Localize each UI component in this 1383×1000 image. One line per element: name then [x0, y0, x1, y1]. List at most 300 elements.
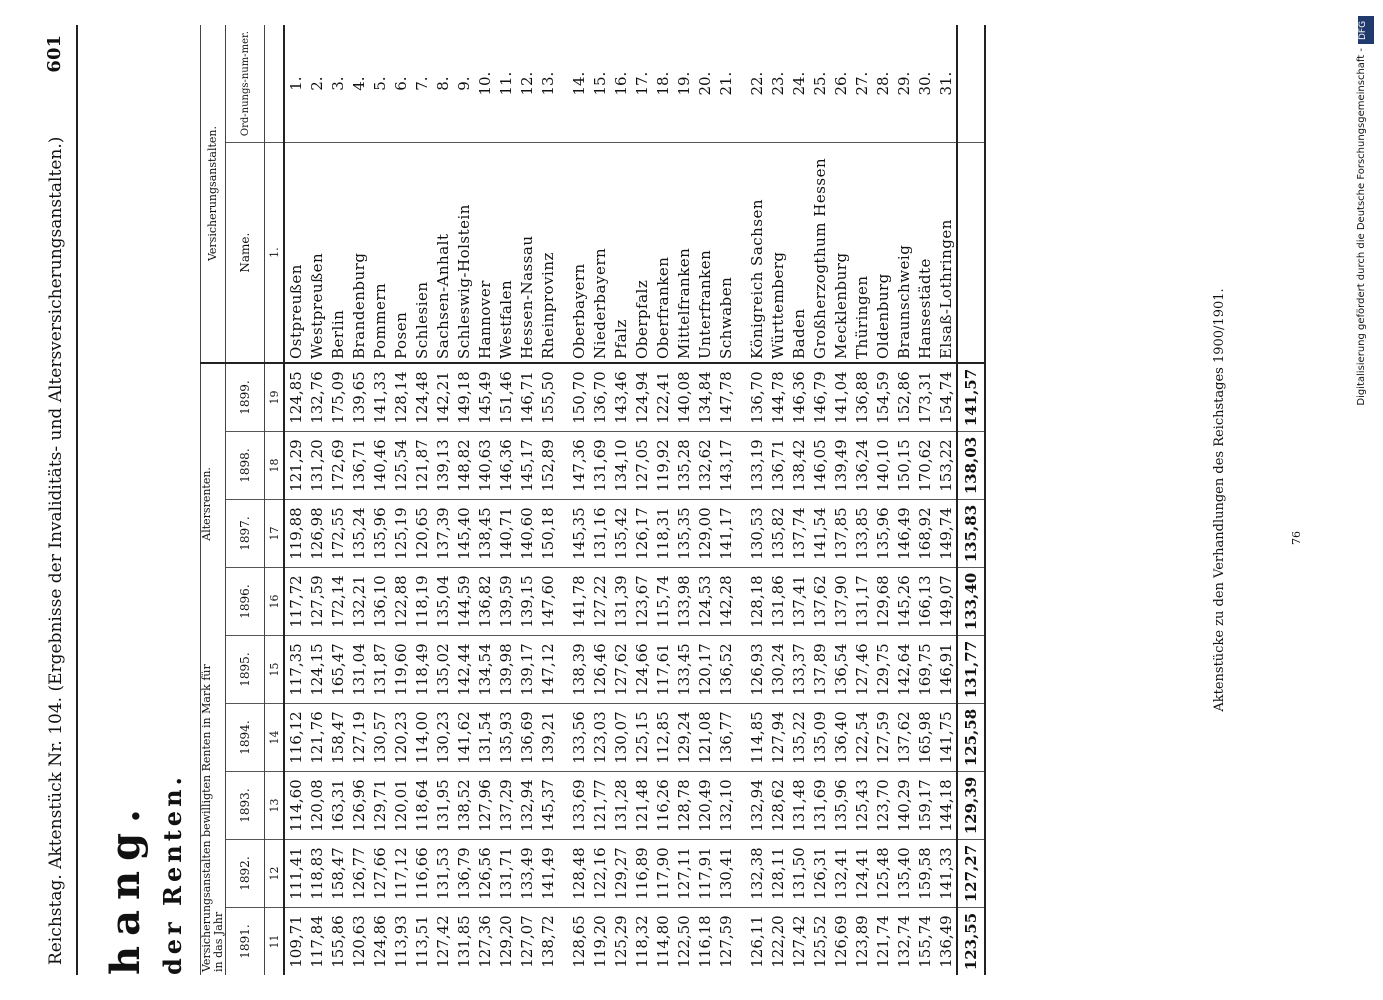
value-cell: 125,19: [390, 500, 411, 568]
value-cell: 147,36: [568, 432, 589, 500]
value-cell: 135,42: [610, 500, 631, 568]
institution-name: Pfalz: [610, 143, 631, 363]
value-cell: 120,65: [411, 500, 432, 568]
value-cell: 123,67: [631, 568, 652, 636]
column-number: 13: [265, 772, 285, 840]
year-header: 1896.: [226, 568, 265, 636]
value-cell: 133,49: [516, 840, 537, 908]
value-cell: 165,98: [914, 704, 935, 772]
value-cell: 128,62: [767, 772, 788, 840]
gap-cell: [558, 143, 568, 363]
total-cell: 125,58: [957, 704, 985, 772]
value-cell: 118,32: [632, 915, 651, 968]
ordnungsnummer: 6.: [390, 25, 411, 143]
institution-name: Posen: [390, 143, 411, 363]
value-cell: 116,89: [631, 840, 652, 908]
value-cell: 132,21: [348, 568, 369, 636]
value-cell: 140,63: [474, 432, 495, 500]
year-header: 1892.: [226, 840, 265, 908]
value-cell: 139,15: [516, 568, 537, 636]
value-cell: 131,50: [788, 840, 809, 908]
ordnungsnummer: 25.: [809, 25, 830, 143]
name-header: Name.: [226, 143, 265, 363]
value-cell: 118,19: [411, 568, 432, 636]
value-cell: 131,17: [851, 568, 872, 636]
column-number: 17: [265, 500, 285, 568]
value-cell: 145,17: [516, 432, 537, 500]
value-cell: 120,17: [694, 636, 715, 704]
institution-name: Ostpreußen: [284, 143, 306, 363]
table-row: [348, 25, 369, 975]
gap-cell: [558, 908, 568, 975]
year-header: 1898.: [226, 432, 265, 500]
table-row: [369, 25, 390, 975]
gap-cell: [736, 363, 746, 432]
value-cell: 126,31: [809, 840, 830, 908]
ordnungsnummer: 22.: [746, 25, 767, 143]
ordnungsnummer: 24.: [788, 25, 809, 143]
value-cell: 123,03: [589, 704, 610, 772]
total-cell: 133,40: [957, 568, 985, 636]
ordnungsnummer: 16.: [610, 25, 631, 143]
value-cell: 144,59: [453, 568, 474, 636]
value-cell: 142,44: [453, 636, 474, 704]
ordnungsnummer: 27.: [851, 25, 872, 143]
value-cell: 159,58: [914, 840, 935, 908]
ordnungsnummer-header: Ord-nungs-num-mer.: [226, 25, 265, 143]
value-cell: 146,71: [516, 363, 537, 432]
total-cell: 127,27: [957, 840, 985, 908]
value-cell: 163,31: [327, 772, 348, 840]
ordnungsnummer: 20.: [694, 25, 715, 143]
value-cell: 135,28: [673, 432, 694, 500]
value-cell: 144,78: [767, 363, 788, 432]
group-gap: [736, 25, 746, 975]
value-cell: 139,13: [432, 432, 453, 500]
value-cell: 149,18: [453, 363, 474, 432]
value-cell: 142,64: [893, 636, 914, 704]
value-cell: 122,54: [851, 704, 872, 772]
value-cell: 135,96: [872, 500, 893, 568]
value-cell: 150,15: [893, 432, 914, 500]
value-cell: 169,75: [914, 636, 935, 704]
table-row: [306, 25, 327, 975]
value-cell: 125,48: [872, 840, 893, 908]
value-cell: 152,86: [893, 363, 914, 432]
value-cell: 137,41: [788, 568, 809, 636]
value-cell: 131,85: [454, 915, 473, 968]
value-cell: 147,78: [715, 363, 736, 432]
value-cell: 137,74: [788, 500, 809, 568]
institution-name: Württemberg: [767, 143, 788, 363]
total-cell: 138,03: [957, 432, 985, 500]
table-row: [830, 25, 851, 975]
value-cell: 141,17: [715, 500, 736, 568]
value-cell: 113,51: [412, 915, 431, 968]
value-cell: 125,29: [611, 915, 630, 968]
value-cell: 135,96: [830, 772, 851, 840]
value-cell: 131,39: [610, 568, 631, 636]
gap-cell: [736, 432, 746, 500]
total-row: [957, 25, 985, 975]
value-cell: 118,49: [411, 636, 432, 704]
table-row: [610, 25, 631, 975]
institution-name: Berlin: [327, 143, 348, 363]
ordnungsnummer: 11.: [495, 25, 516, 143]
value-cell: 127,59: [872, 704, 893, 772]
value-cell: 175,09: [327, 363, 348, 432]
institution-name: Unterfranken: [694, 143, 715, 363]
total-ord-empty: [957, 25, 985, 143]
value-cell: 130,07: [610, 704, 631, 772]
value-cell: 114,00: [411, 704, 432, 772]
value-cell: 119,92: [652, 432, 673, 500]
table-body: [284, 25, 985, 975]
value-cell: 138,52: [453, 772, 474, 840]
value-cell: 127,96: [474, 772, 495, 840]
value-cell: 141,75: [935, 704, 957, 772]
value-cell: 126,69: [831, 915, 850, 968]
value-cell: 133,85: [851, 500, 872, 568]
ordnungsnummer: 7.: [411, 25, 432, 143]
value-cell: 141,33: [935, 840, 957, 908]
value-cell: 113,93: [391, 915, 410, 968]
year-header: 1897.: [226, 500, 265, 568]
gap-cell: [736, 25, 746, 143]
value-cell: 155,50: [537, 363, 558, 432]
institution-name: Großherzogthum Hessen: [809, 143, 830, 363]
value-cell: 143,17: [715, 432, 736, 500]
value-cell: 129,24: [673, 704, 694, 772]
value-cell: 129,27: [610, 840, 631, 908]
column-number: 11: [265, 908, 285, 975]
value-cell: 127,36: [475, 915, 494, 968]
institution-name: Thüringen: [851, 143, 872, 363]
value-cell: 145,37: [537, 772, 558, 840]
ordnungsnummer: 5.: [369, 25, 390, 143]
value-cell: 135,22: [788, 704, 809, 772]
value-cell: 139,98: [495, 636, 516, 704]
value-cell: 154,74: [935, 363, 957, 432]
value-cell: 130,24: [767, 636, 788, 704]
institution-name: Schleswig-Holstein: [453, 143, 474, 363]
value-cell: 136,71: [767, 432, 788, 500]
value-cell: 131,95: [432, 772, 453, 840]
table-row: [673, 25, 694, 975]
value-cell: 121,74: [873, 915, 892, 968]
value-cell: 134,10: [610, 432, 631, 500]
value-cell: 159,17: [914, 772, 935, 840]
value-cell: 135,82: [767, 500, 788, 568]
year-header-row: [226, 25, 265, 975]
value-cell: 122,50: [674, 915, 693, 968]
table-row: [851, 25, 872, 975]
table-row: [411, 25, 432, 975]
value-cell: 155,86: [328, 915, 347, 968]
value-cell: 131,87: [369, 636, 390, 704]
value-cell: 122,16: [589, 840, 610, 908]
value-cell: 134,54: [474, 636, 495, 704]
value-cell: 149,74: [935, 500, 957, 568]
group-gap: [558, 25, 568, 975]
value-cell: 119,60: [390, 636, 411, 704]
value-cell: 126,17: [631, 500, 652, 568]
value-cell: 145,49: [474, 363, 495, 432]
value-cell: 146,79: [809, 363, 830, 432]
ordnungsnummer: 29.: [893, 25, 914, 143]
value-cell: 117,61: [652, 636, 673, 704]
value-cell: 116,18: [695, 915, 714, 968]
ordnungsnummer: 14.: [568, 25, 589, 143]
value-cell: 165,47: [327, 636, 348, 704]
value-cell: 132,74: [894, 915, 913, 968]
value-cell: 118,31: [652, 500, 673, 568]
value-cell: 135,35: [673, 500, 694, 568]
ordnungsnummer: 30.: [914, 25, 935, 143]
value-cell: 127,05: [631, 432, 652, 500]
ordnungsnummer: 3.: [327, 25, 348, 143]
value-cell: 114,85: [746, 704, 767, 772]
value-cell: 145,40: [453, 500, 474, 568]
value-cell: 127,94: [767, 704, 788, 772]
value-cell: 172,14: [327, 568, 348, 636]
value-cell: 128,65: [569, 915, 588, 968]
rent-table-wrapper: [200, 25, 986, 975]
value-cell: 132,76: [306, 363, 327, 432]
gap-cell: [736, 500, 746, 568]
table-row: [390, 25, 411, 975]
value-cell: 154,59: [872, 363, 893, 432]
column-number: 15: [265, 636, 285, 704]
institution-name: Westpreußen: [306, 143, 327, 363]
year-header: 1899.: [226, 363, 265, 432]
table-caption-line1: Versicherungsanstalten bewilligten Renten in Mark für: [200, 664, 213, 972]
value-cell: 146,36: [788, 363, 809, 432]
gap-cell: [736, 143, 746, 363]
value-cell: 126,56: [474, 840, 495, 908]
column-number: 19: [265, 363, 285, 432]
ordnungsnummer: 31.: [935, 25, 957, 143]
value-cell: 147,12: [537, 636, 558, 704]
gap-cell: [736, 908, 746, 975]
institution-name: Brandenburg: [348, 143, 369, 363]
value-cell: 146,05: [809, 432, 830, 500]
value-cell: 127,42: [433, 915, 452, 968]
value-cell: 158,47: [327, 840, 348, 908]
value-cell: 125,15: [631, 704, 652, 772]
value-cell: 166,13: [914, 568, 935, 636]
gap-cell: [558, 704, 568, 772]
year-header: 1895.: [226, 636, 265, 704]
ordnungsnummer: 1.: [284, 25, 306, 143]
total-cell: 131,77: [957, 636, 985, 704]
value-cell: 139,49: [830, 432, 851, 500]
ordnungsnummer: 4.: [348, 25, 369, 143]
institution-name: Westfalen: [495, 143, 516, 363]
value-cell: 133,98: [673, 568, 694, 636]
value-cell: 119,20: [590, 915, 609, 968]
gap-cell: [558, 363, 568, 432]
value-cell: 114,60: [284, 772, 306, 840]
gap-cell: [558, 568, 568, 636]
ordnungsnummer: 13.: [537, 25, 558, 143]
value-cell: 116,66: [411, 840, 432, 908]
right-header: Versicherungsanstalten.: [201, 25, 226, 363]
value-cell: 140,71: [495, 500, 516, 568]
gap-cell: [736, 840, 746, 908]
value-cell: 122,20: [768, 915, 787, 968]
value-cell: 136,88: [851, 363, 872, 432]
ordnungsnummer: 19.: [673, 25, 694, 143]
institution-name: Oberfranken: [652, 143, 673, 363]
value-cell: 145,35: [568, 500, 589, 568]
value-cell: 141,78: [568, 568, 589, 636]
column-number: 18: [265, 432, 285, 500]
value-cell: 117,35: [284, 636, 306, 704]
value-cell: 124,94: [631, 363, 652, 432]
value-cell: 141,49: [537, 840, 558, 908]
year-header: 1894.: [226, 704, 265, 772]
institution-name: Pommern: [369, 143, 390, 363]
value-cell: 124,48: [411, 363, 432, 432]
value-cell: 132,10: [715, 772, 736, 840]
value-cell: 127,11: [673, 840, 694, 908]
ordnungsnummer: 9.: [453, 25, 474, 143]
value-cell: 121,29: [284, 432, 306, 500]
value-cell: 135,96: [369, 500, 390, 568]
value-cell: 115,74: [652, 568, 673, 636]
table-row: [788, 25, 809, 975]
value-cell: 173,31: [914, 363, 935, 432]
value-cell: 135,40: [893, 840, 914, 908]
total-name-empty: [957, 143, 985, 363]
ordnungsnummer: 26.: [830, 25, 851, 143]
value-cell: 137,62: [893, 704, 914, 772]
value-cell: 138,72: [538, 915, 557, 968]
value-cell: 124,15: [306, 636, 327, 704]
gap-cell: [558, 500, 568, 568]
value-cell: 137,62: [809, 568, 830, 636]
value-cell: 132,62: [694, 432, 715, 500]
value-cell: 129,20: [496, 915, 515, 968]
value-cell: 136,52: [715, 636, 736, 704]
value-cell: 121,76: [306, 704, 327, 772]
value-cell: 118,83: [306, 840, 327, 908]
value-cell: 141,04: [830, 363, 851, 432]
value-cell: 128,78: [673, 772, 694, 840]
dfg-logo: DFG: [1358, 16, 1374, 44]
value-cell: 155,74: [915, 915, 934, 968]
value-cell: 150,18: [537, 500, 558, 568]
ordnungsnummer: 10.: [474, 25, 495, 143]
value-cell: 132,38: [746, 840, 767, 908]
gap-cell: [558, 840, 568, 908]
value-cell: 139,59: [495, 568, 516, 636]
value-cell: 126,77: [348, 840, 369, 908]
value-cell: 133,19: [746, 432, 767, 500]
value-cell: 140,60: [516, 500, 537, 568]
table-row: [516, 25, 537, 975]
institution-name: Oberbayern: [568, 143, 589, 363]
table-row: [809, 25, 830, 975]
value-cell: 172,69: [327, 432, 348, 500]
value-cell: 168,92: [914, 500, 935, 568]
gap-cell: [558, 432, 568, 500]
value-cell: 130,53: [746, 500, 767, 568]
value-cell: 123,70: [872, 772, 893, 840]
value-cell: 129,71: [369, 772, 390, 840]
value-cell: 136,69: [516, 704, 537, 772]
value-cell: 136,10: [369, 568, 390, 636]
value-cell: 136,49: [936, 915, 955, 968]
ordnungsnummer: 15.: [589, 25, 610, 143]
institution-name: Rheinprovinz: [537, 143, 558, 363]
value-cell: 126,93: [746, 636, 767, 704]
value-cell: 137,29: [495, 772, 516, 840]
heading-anhang: hang.: [102, 799, 149, 975]
column-number-empty: [265, 25, 285, 143]
value-cell: 136,24: [851, 432, 872, 500]
institution-name: Baden: [788, 143, 809, 363]
gap-cell: [736, 704, 746, 772]
value-cell: 141,54: [809, 500, 830, 568]
value-cell: 147,60: [537, 568, 558, 636]
institution-name: Sachsen-Anhalt: [432, 143, 453, 363]
value-cell: 131,86: [767, 568, 788, 636]
value-cell: 120,01: [390, 772, 411, 840]
ordnungsnummer: 8.: [432, 25, 453, 143]
institution-name: Elsaß-Lothringen: [935, 143, 957, 363]
ordnungsnummer: 12.: [516, 25, 537, 143]
table-row: [327, 25, 348, 975]
value-cell: 129,68: [872, 568, 893, 636]
value-cell: 136,71: [348, 432, 369, 500]
value-cell: 146,49: [893, 500, 914, 568]
value-cell: 146,91: [935, 636, 957, 704]
table-row: [453, 25, 474, 975]
gap-cell: [558, 772, 568, 840]
value-cell: 131,16: [589, 500, 610, 568]
page-number: 601: [44, 35, 65, 73]
value-cell: 140,29: [893, 772, 914, 840]
value-cell: 136,54: [830, 636, 851, 704]
value-cell: 122,41: [652, 363, 673, 432]
value-cell: 139,21: [537, 704, 558, 772]
table-caption: [201, 363, 226, 975]
value-cell: 130,57: [369, 704, 390, 772]
total-cell: 135,83: [957, 500, 985, 568]
value-cell: 129,75: [872, 636, 893, 704]
value-cell: 117,12: [390, 840, 411, 908]
value-cell: 119,88: [284, 500, 306, 568]
gap-cell: [736, 636, 746, 704]
value-cell: 133,45: [673, 636, 694, 704]
table-row: [935, 25, 957, 975]
value-cell: 125,54: [390, 432, 411, 500]
value-cell: 136,79: [453, 840, 474, 908]
value-cell: 114,80: [653, 915, 672, 968]
value-cell: 143,46: [610, 363, 631, 432]
value-cell: 127,22: [589, 568, 610, 636]
running-head: [40, 25, 78, 975]
institution-name: Oberpfalz: [631, 143, 652, 363]
value-cell: 125,43: [851, 772, 872, 840]
institution-name: Königreich Sachsen: [746, 143, 767, 363]
value-cell: 170,62: [914, 432, 935, 500]
value-cell: 138,39: [568, 636, 589, 704]
value-cell: 137,90: [830, 568, 851, 636]
value-cell: 140,08: [673, 363, 694, 432]
